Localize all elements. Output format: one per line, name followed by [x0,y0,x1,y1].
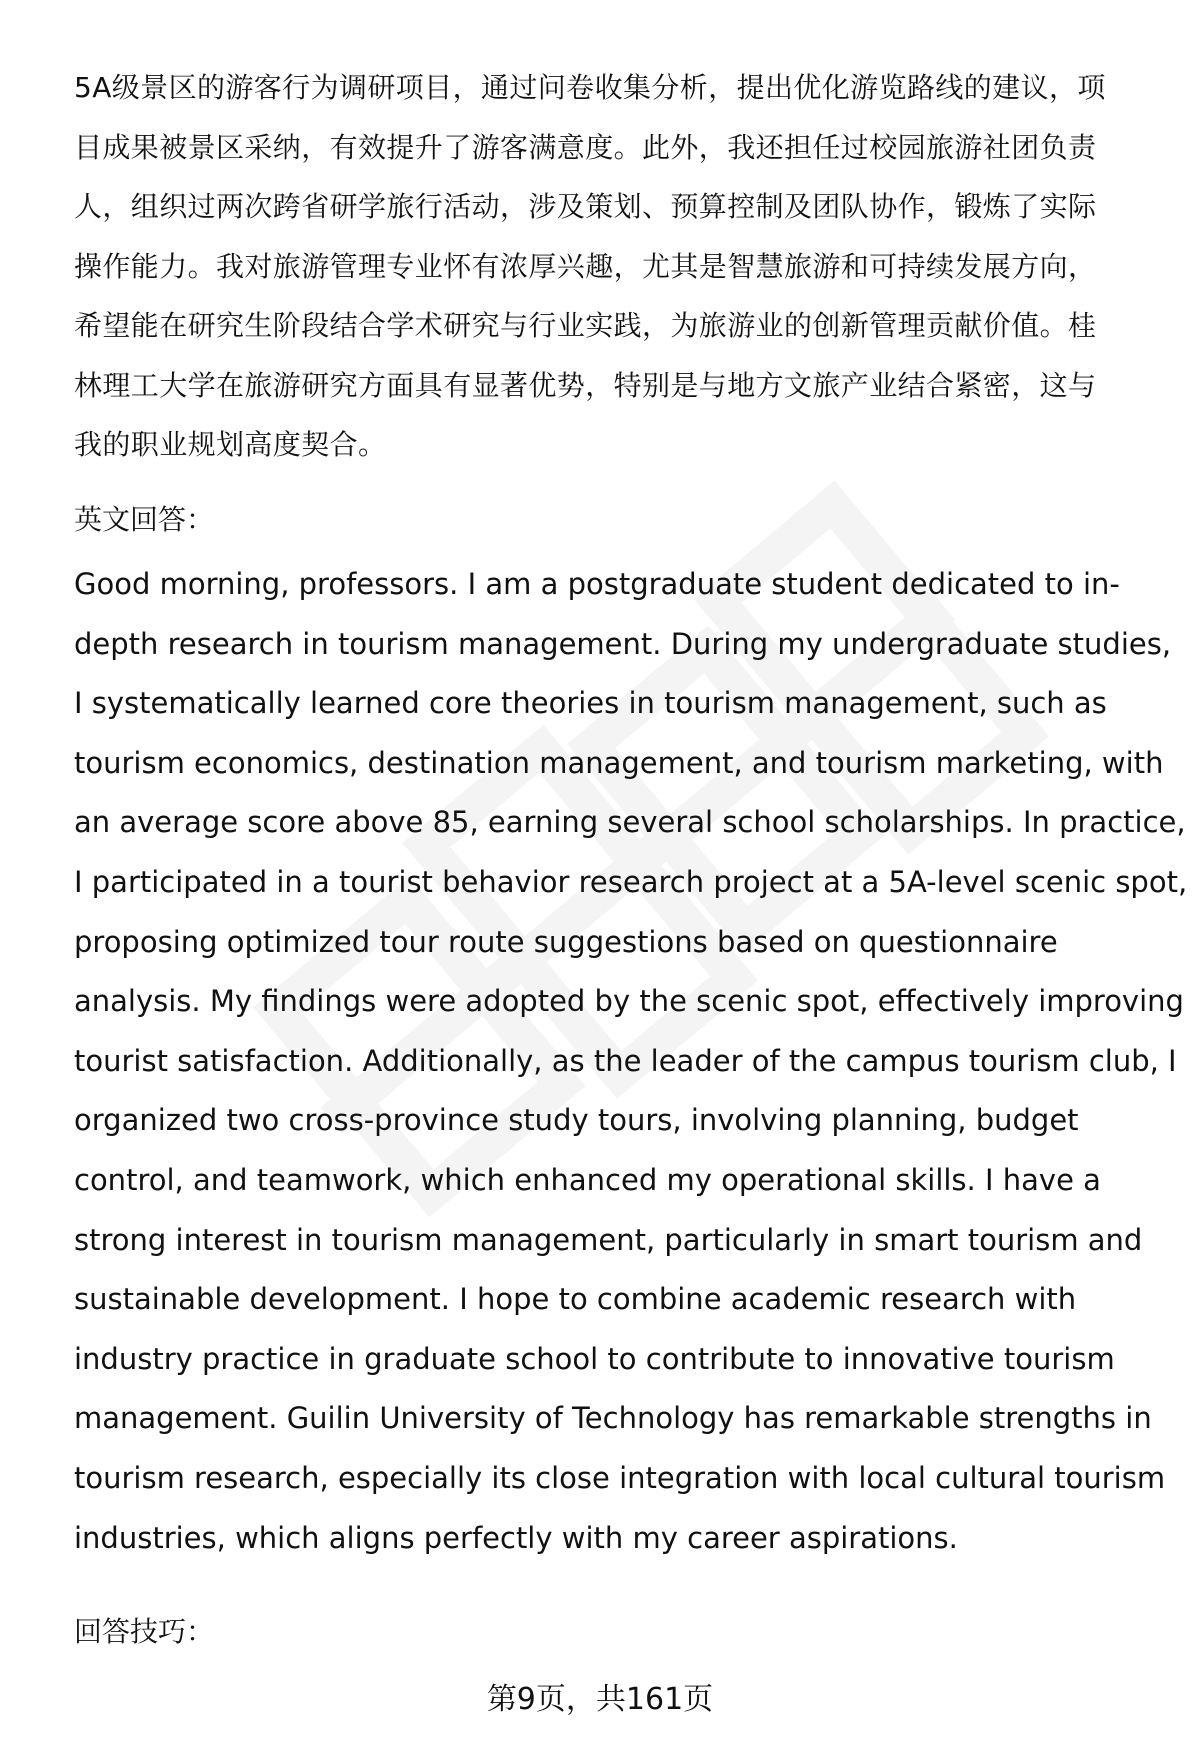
english-line: strong interest in tourism management, particularly in smart tourism and [74,1222,1143,1257]
page-number-footer: 第9页，共161页 [486,1682,714,1717]
answer-tips-label: 回答技巧： [74,1615,215,1648]
intro-line: 林理工大学在旅游研究方面具有显著优势，特别是与地方文旅产业结合紧密，这与 [74,368,1097,402]
intro-line: 操作能力。我对旅游管理专业怀有浓厚兴趣，尤其是智慧旅游和可持续发展方向， [74,249,1097,283]
intro-line: 目成果被景区采纳，有效提升了游客满意度。此外，我还担任过校园旅游社团负责 [74,130,1097,164]
english-line: I systematically learned core theories in tourism management, such as [74,686,1107,721]
english-line: sustainable development. I hope to combine academic research with [74,1282,1077,1317]
english-line: organized two cross-province study tours, involving planning, budget [74,1103,1079,1138]
english-line: tourism economics, destination management, and tourism marketing, with [74,745,1164,780]
intro-line: 人，组织过两次跨省研学旅行活动，涉及策划、预算控制及团队协作，锻炼了实际 [74,190,1097,223]
intro-line: 我的职业规划高度契合。 [74,428,387,461]
intro-line: 希望能在研究生阶段结合学术研究与行业实践，为旅游业的创新管理贡献价值。桂 [74,309,1097,342]
intro-line: 5A级景区的游客行为调研项目，通过问卷收集分析，提出优化游览路线的建议，项 [74,71,1106,104]
intro-paragraph [74,58,1164,475]
english-line: tourism research, especially its close integration with local cultural tourism [74,1460,1166,1495]
english-answer-label: 英文回答： [74,503,215,536]
english-line: industries, which aligns perfectly with my career aspirations. [74,1520,958,1555]
english-line: management. Guilin University of Technology has remarkable strengths in [74,1401,1152,1436]
english-line: industry practice in graduate school to contribute to innovative tourism [74,1341,1115,1376]
english-line: I participated in a tourist behavior research project at a 5A-level scenic spot, [74,864,1188,899]
english-line: depth research in tourism management. During my undergraduate studies, [74,626,1172,661]
english-line: proposing optimized tour route suggestions based on questionnaire [74,924,1058,959]
english-answer-paragraph [74,555,1188,1568]
english-line: Good morning, professors. I am a postgraduate student dedicated to in- [74,567,1120,601]
english-line: control, and teamwork, which enhanced my operational skills. I have a [74,1162,1101,1197]
english-line: tourist satisfaction. Additionally, as the leader of the campus tourism club, I [74,1043,1177,1078]
english-line: an average score above 85, earning several school scholarships. In practice, [74,805,1186,840]
english-line: analysis. My findings were adopted by the scenic spot, effectively improving [74,984,1184,1019]
